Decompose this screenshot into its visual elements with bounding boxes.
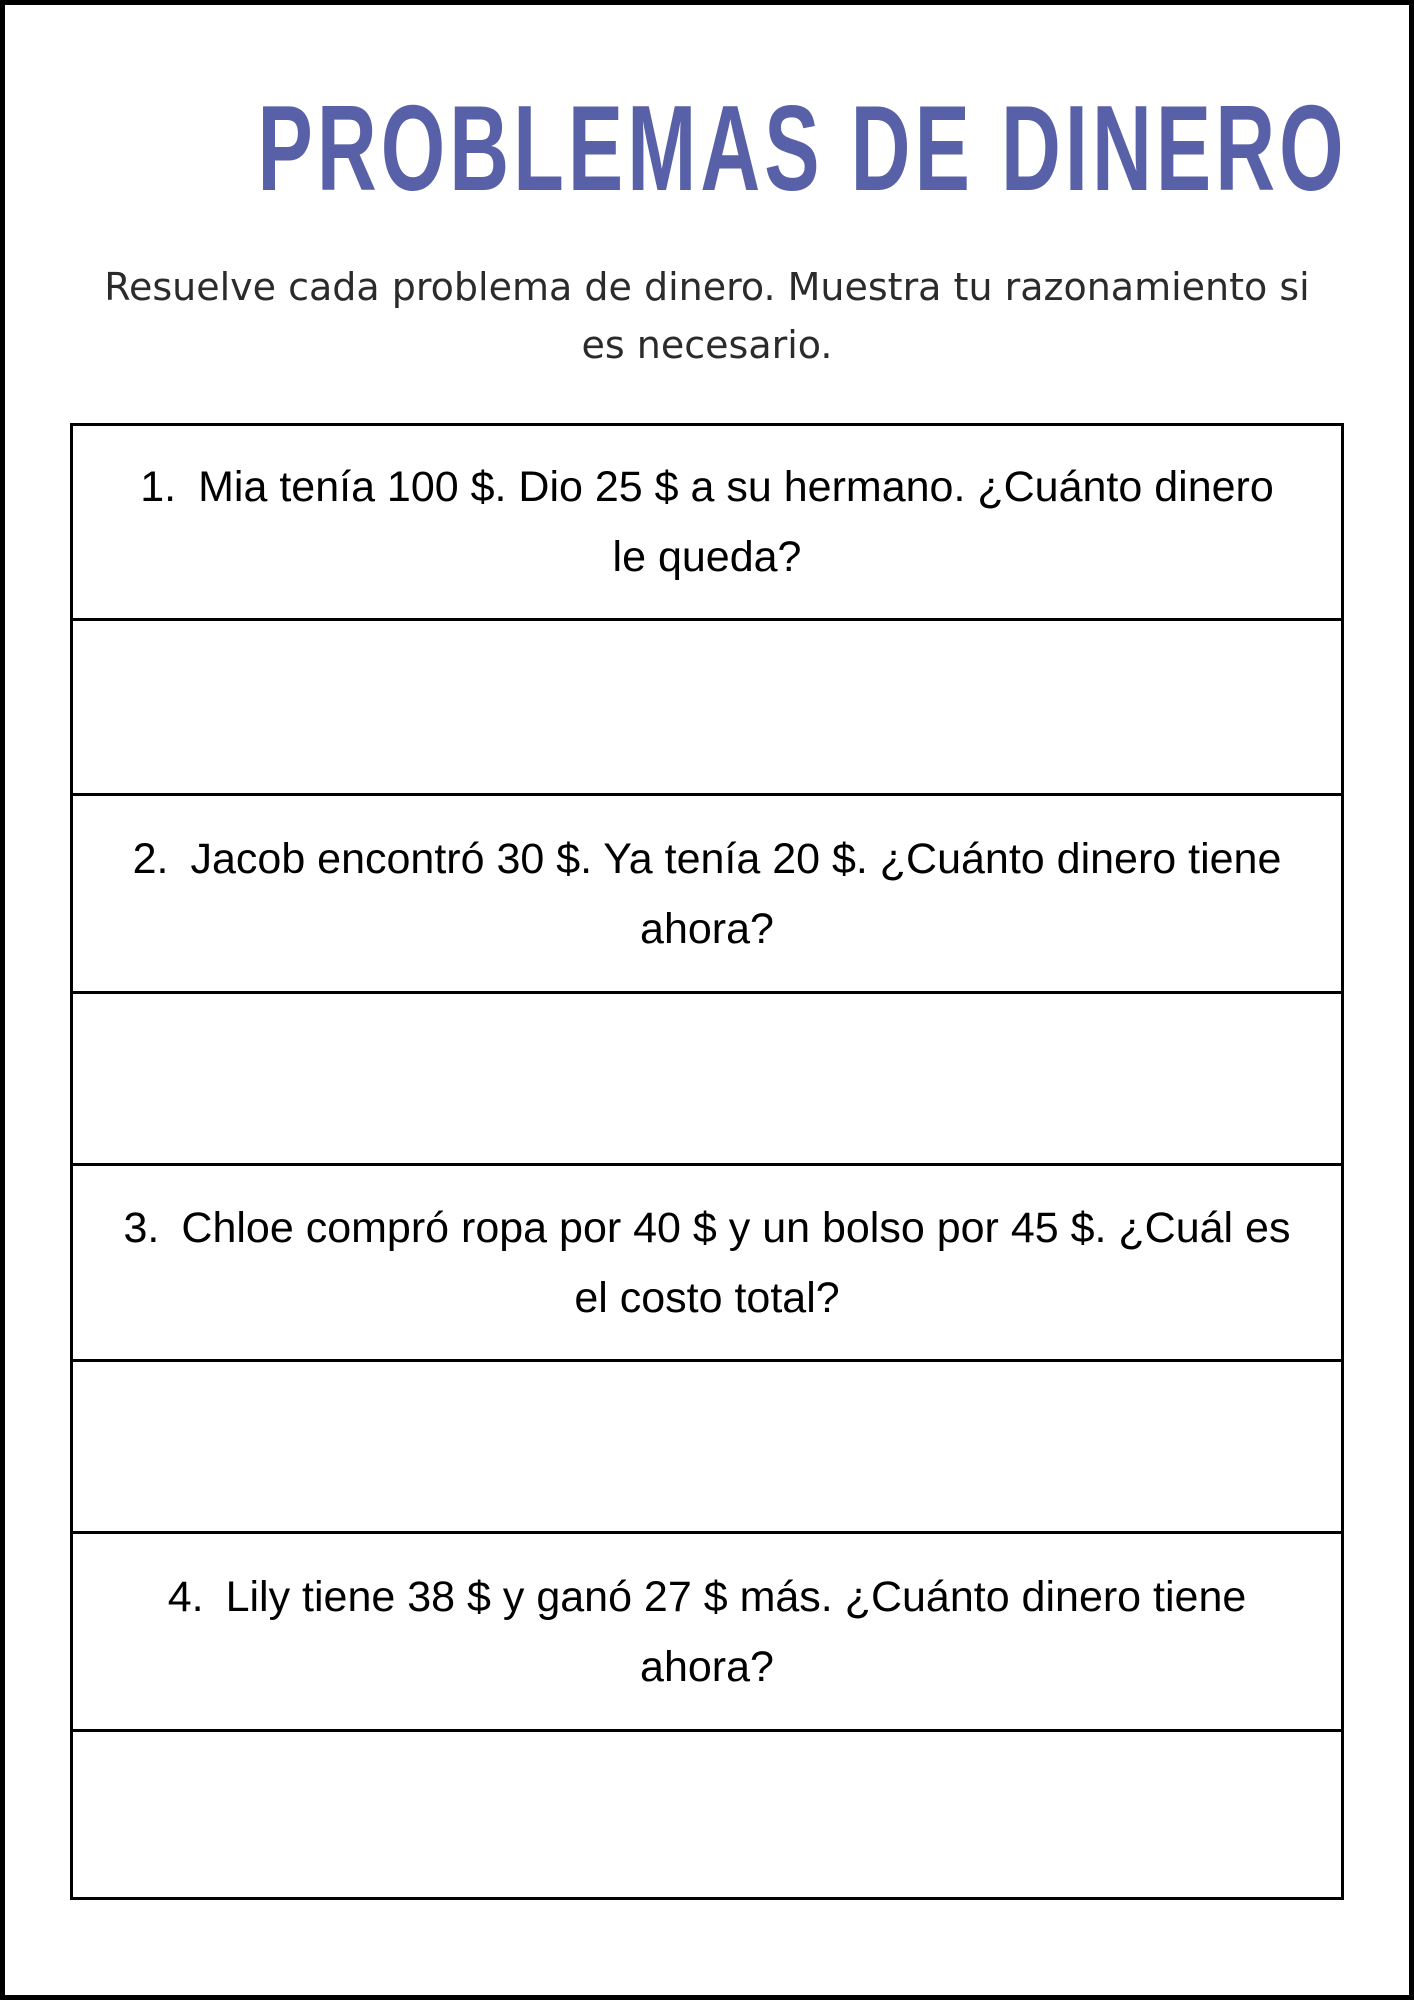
answer-box-2[interactable] bbox=[73, 994, 1341, 1166]
problem-row-1 bbox=[73, 426, 1341, 621]
problem-text: Mia tenía 100 $. Dio 25 $ a su hermano. ¿Cuánto dinero le queda? bbox=[198, 463, 1274, 581]
problem-row-3 bbox=[73, 1166, 1341, 1362]
problem-text: Lily tiene 38 $ y ganó 27 $ más. ¿Cuánto dinero tiene ahora? bbox=[225, 1572, 1247, 1691]
problem-number: 2. bbox=[132, 834, 169, 883]
problem-row-2 bbox=[73, 796, 1341, 994]
problem-text: Chloe compró ropa por 40 $ y un bolso por 45 $. ¿Cuál es el costo total? bbox=[181, 1203, 1291, 1322]
problem-number: 1. bbox=[140, 463, 177, 511]
instructions: Resuelve cada problema de dinero. Muestra tu razonamiento si es necesario. bbox=[104, 265, 1310, 367]
problem-row-4 bbox=[73, 1534, 1341, 1732]
problem-text: Jacob encontró 30 $. Ya tenía 20 $. ¿Cuánto dinero tiene ahora? bbox=[190, 834, 1282, 953]
page-title: PROBLEMAS DE DINERO bbox=[257, 80, 1348, 216]
problems-table bbox=[70, 423, 1344, 1900]
answer-box-1[interactable] bbox=[73, 621, 1341, 796]
problem-number: 3. bbox=[123, 1203, 160, 1252]
answer-box-3[interactable] bbox=[73, 1362, 1341, 1534]
answer-box-4[interactable] bbox=[73, 1732, 1341, 1897]
problem-number: 4. bbox=[167, 1572, 204, 1621]
title-container bbox=[0, 78, 1414, 218]
